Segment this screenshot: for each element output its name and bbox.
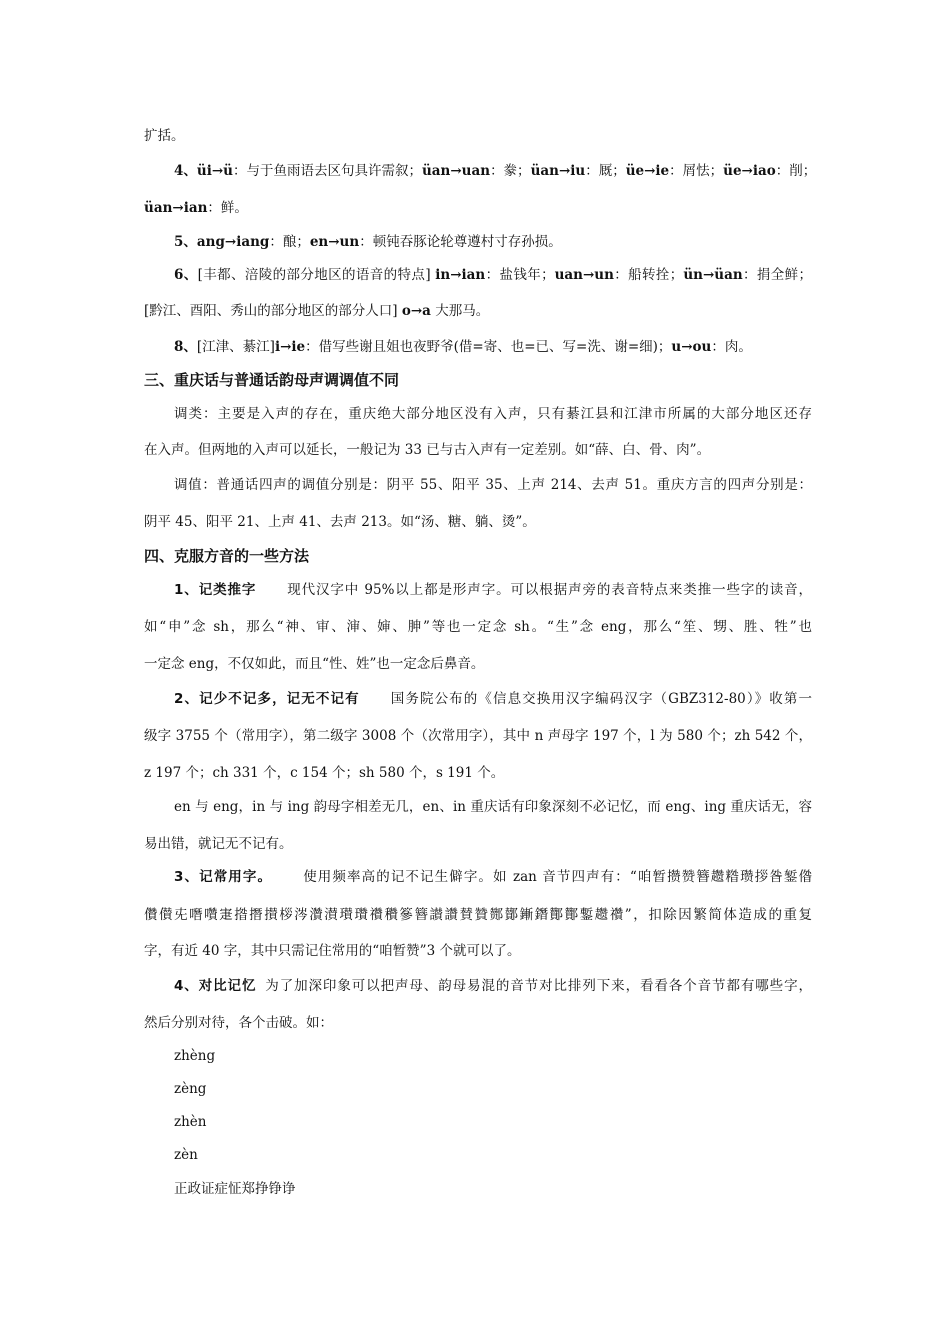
section-heading: 三、重庆话与普通话韵母声调调值不同: [144, 371, 400, 389]
text-line: 4、üi→ü：与于鱼雨语去区句具许需叙；üan→uan：豢；üan→iu：厩；üe→ie：屑怯；üe→iao：削；: [174, 163, 817, 179]
text-line: z 197 个；ch 331 个，c 154 个；sh 580 个，s 191 个。: [144, 765, 505, 781]
pinyin-syllable: zhèng: [174, 1048, 216, 1064]
text-line: [黔江、酉阳、秀山的部分地区的部分人口] o→a 大那马。: [144, 303, 490, 319]
text-line: 5、ang→iang：酿；en→un：顿钝吞豚论轮尊遵村寸存孙损。: [174, 234, 562, 250]
text-line: 一定念 eng，不仅如此，而且“性、姓”也一定念后鼻音。: [144, 656, 485, 672]
text-line: 调类：主要是入声的存在，重庆绝大部分地区没有入声，只有綦江县和江津市所属的大部分地区还存: [174, 406, 812, 422]
text-line: 级字 3755 个（常用字），第二级字 3008 个（次常用字），其中 n 声母字 197 个，l 为 580 个；zh 542 个，: [144, 728, 812, 744]
text-line: 在入声。但两地的入声可以延长，一般记为 33 已与古入声有一定差别。如“薛、白、骨、肉”。: [144, 442, 711, 458]
text-line: en 与 eng，in 与 ing 韵母字相差无几，en、in 重庆话有印象深刻不必记忆，而 eng、ing 重庆话无，容: [174, 799, 812, 815]
text-line: 6、[丰都、涪陵的部分地区的语音的特点] in→ian：盐钱年；uan→un：船转拴；ün→üan：捐全鲜；: [174, 267, 813, 283]
text-line: 如“申”念 sh，那么“神、审、渖、婶、胂”等也一定念 sh。“生”念 eng，那么“笙、甥、胜、牲”也: [144, 619, 812, 635]
text-line: 正政证症怔郑挣铮诤: [174, 1181, 296, 1197]
text-line: 2、记少不记多，记无不记有 国务院公布的《信息交换用汉字编码汉字（GBZ312-80）》收第一: [174, 691, 812, 707]
section-heading: 四、克服方音的一些方法: [144, 547, 310, 565]
pinyin-syllable: zèng: [174, 1081, 207, 1097]
text-line: 调值：普通话四声的调值分别是：阴平 55、阳平 35、上声 214、去声 51。重庆方言的四声分别是：: [174, 477, 812, 493]
text-line: 字，有近 40 字，其中只需记住常用的“咱暂赞”3 个就可以了。: [144, 943, 521, 959]
text-line: 4、对比记忆 为了加深印象可以把声母、韵母易混的音节对比排列下来，看看各个音节都有哪些字，: [174, 978, 813, 994]
text-line: 然后分别对待，各个击破。如：: [144, 1015, 333, 1031]
text-line: 3、记常用字。 使用频率高的记不记生僻字。如 zan 音节四声有：“咱暂攒赞簪趱糌瓒拶昝錾偺: [174, 869, 812, 885]
text-line: 扩括。: [144, 128, 185, 144]
text-line: 易出错，就记无不记有。: [144, 836, 293, 852]
text-line: 儹儧兂噆囋寁揝撍攅桚涔灒濽瓉瓚禶穳篸簪讃讚賛贊酂鄼鏩鐕酇酇鏨趱禶”，扣除因繁简体造成的重复: [144, 907, 812, 923]
text-line: 8、[江津、綦江]i→ie：借写些谢且姐也夜野爷(借=寄、也=已、写=洗、谢=细)；u→ou：肉。: [174, 339, 752, 355]
text-line: 1、记类推字 现代汉字中 95%以上都是形声字。可以根据声旁的表音特点来类推一些字的读音，: [174, 582, 812, 598]
pinyin-syllable: zèn: [174, 1147, 198, 1163]
text-line: 阴平 45、阳平 21、上声 41、去声 213。如“汤、糖、躺、烫”。: [144, 514, 536, 530]
text-line: üan→ian：鲜。: [144, 200, 248, 216]
pinyin-syllable: zhèn: [174, 1114, 207, 1130]
